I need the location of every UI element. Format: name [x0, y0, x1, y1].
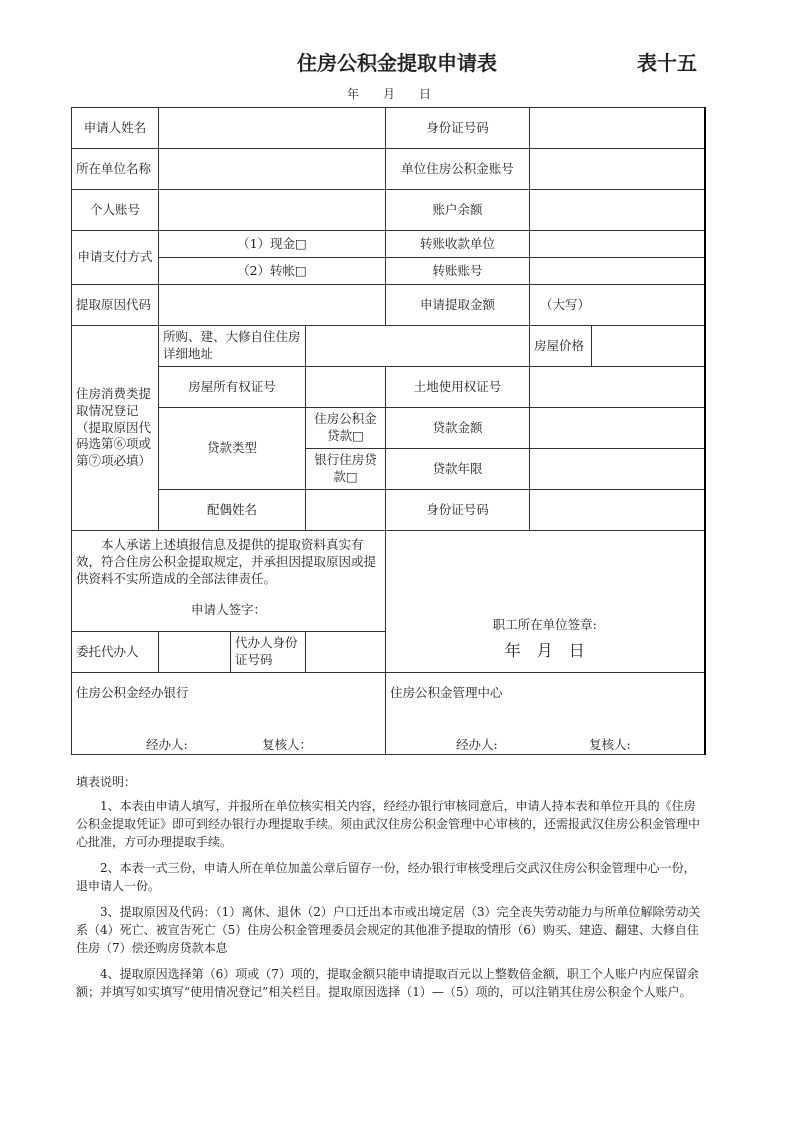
land-cert-field[interactable] — [530, 367, 705, 408]
spouse-id-label: 身份证号码 — [386, 490, 530, 531]
applicant-pledge-cell — [72, 531, 386, 632]
employer-seal-label: 职工所在单位签章: — [492, 617, 597, 632]
center-approval-cell[interactable] — [386, 673, 705, 755]
date-month-label: 月 — [383, 87, 396, 101]
date-year-label: 年 — [347, 87, 360, 101]
instruction-3: 3、提取原因及代码：（1）离休、退休（2）户口迁出本市或出境定居（3）完全丧失劳动能力与所单位解除劳动关系（4）死亡、被宣告死亡（5）住房公积金管理委员会规定的其他准予提取的情形（6）购买、建造、翻建、大修自住住房（7）偿还购房贷款本息 — [76, 905, 701, 955]
employer-name-field[interactable] — [159, 149, 386, 190]
loan-bank-checkbox[interactable]: 银行住房贷款□ — [306, 449, 386, 490]
loan-type-label: 贷款类型 — [159, 408, 306, 490]
applicant-name-label: 申请人姓名 — [72, 108, 159, 149]
bank-label: 住房公积金经办银行 — [76, 685, 189, 700]
transfer-payee-label: 转账收款单位 — [386, 231, 530, 258]
agent-id-label: 代办人身份证号码 — [231, 632, 306, 673]
account-balance-label: 账户余额 — [386, 190, 530, 231]
transfer-option-checkbox[interactable]: （2）转帐□ — [159, 258, 386, 285]
application-form-table — [71, 107, 706, 755]
spouse-id-field[interactable] — [530, 490, 705, 531]
instruction-2: 2、本表一式三份，申请人所在单位加盖公章后留存一份，经办银行审核受理后交武汉住房公积金管理中心一份，退申请人一份。 — [76, 861, 696, 893]
loan-amount-field[interactable] — [530, 408, 705, 449]
loan-term-field[interactable] — [530, 449, 705, 490]
applicant-signature-label: 申请人签字： — [190, 601, 266, 617]
cash-option-checkbox[interactable]: （1）现金□ — [159, 231, 386, 258]
employer-account-label: 单位住房公积金账号 — [386, 149, 530, 190]
house-address-field[interactable] — [306, 326, 530, 367]
employer-name-label: 所在单位名称 — [72, 149, 159, 190]
transfer-account-field[interactable] — [530, 258, 705, 285]
payment-method-label: 申请支付方式 — [72, 231, 159, 285]
employer-account-field[interactable] — [530, 149, 705, 190]
transfer-payee-field[interactable] — [530, 231, 705, 258]
land-cert-label: 土地使用权证号 — [386, 367, 530, 408]
id-number-label: 身份证号码 — [386, 108, 530, 149]
date-line — [347, 85, 431, 102]
house-price-field[interactable] — [592, 326, 705, 367]
center-handler-label: 经办人: — [456, 737, 498, 753]
agent-id-field[interactable] — [306, 632, 386, 673]
date-day-label: 日 — [419, 87, 432, 101]
seal-date: 年 月 日 — [504, 640, 585, 660]
withdraw-amount-field[interactable]: （大写） — [530, 285, 705, 326]
transfer-account-label: 转账账号 — [386, 258, 530, 285]
instruction-4: 4、提取原因选择第（6）项或（7）项的，提取金额只能申请提取百元以上整数倍金额，职工个人账户内应保留余额；并填写如实填写“使用情况登记”相关栏目。提取原因选择（1）—（5）项的，可以注销其住房公积金个人账户。 — [76, 967, 699, 999]
agent-field[interactable] — [159, 632, 231, 673]
reason-code-field[interactable] — [159, 285, 386, 326]
center-label: 住房公积金管理中心 — [390, 685, 503, 700]
bank-approval-cell[interactable] — [72, 673, 386, 755]
property-cert-field[interactable] — [306, 367, 386, 408]
personal-account-field[interactable] — [159, 190, 386, 231]
account-balance-field[interactable] — [530, 190, 705, 231]
id-number-field[interactable] — [530, 108, 705, 149]
employer-seal-cell[interactable] — [386, 531, 705, 673]
withdraw-amount-label: 申请提取金额 — [386, 285, 530, 326]
housing-registration-label: 住房消费类提取情况登记（提取原因代码选第⑥项或第⑦项必填） — [72, 326, 159, 531]
bank-handler-label: 经办人: — [146, 737, 188, 753]
loan-amount-label: 贷款金额 — [386, 408, 530, 449]
house-address-label: 所购、建、大修自住住房详细地址 — [159, 326, 306, 367]
instruction-1: 1、本表由申请人填写，并报所在单位核实相关内容，经经办银行审核同意后，申请人持本表和单位开具的《住房公积金提取凭证》即可到经办银行办理提取手续。须由武汉住房公积金管理中心审核的，还需报武汉住房公积金管理中心批准，方可办理提取手续。 — [76, 799, 701, 849]
spouse-name-field[interactable] — [306, 490, 386, 531]
bank-reviewer-label: 复核人： — [262, 737, 313, 753]
agent-label: 委托代办人 — [72, 632, 159, 673]
house-price-label: 房屋价格 — [530, 326, 592, 367]
property-cert-label: 房屋所有权证号 — [159, 367, 306, 408]
center-reviewer-label: 复核人: — [589, 737, 631, 753]
pledge-text: 本人承诺上述填报信息及提供的提取资料真实有效，符合住房公积金提取规定，并承担因提取原因或提供资料不实所造成的全部法律责任。 — [76, 537, 377, 586]
spouse-name-label: 配偶姓名 — [159, 490, 306, 531]
loan-hpf-checkbox[interactable]: 住房公积金贷款□ — [306, 408, 386, 449]
form-number: 表十五 — [637, 51, 697, 75]
form-title: 住房公积金提取申请表 — [297, 51, 497, 75]
reason-code-label: 提取原因代码 — [72, 285, 159, 326]
instructions-heading: 填表说明： — [76, 775, 137, 789]
personal-account-label: 个人账号 — [72, 190, 159, 231]
applicant-name-field[interactable] — [159, 108, 386, 149]
loan-term-label: 贷款年限 — [386, 449, 530, 490]
instructions — [76, 773, 701, 1009]
